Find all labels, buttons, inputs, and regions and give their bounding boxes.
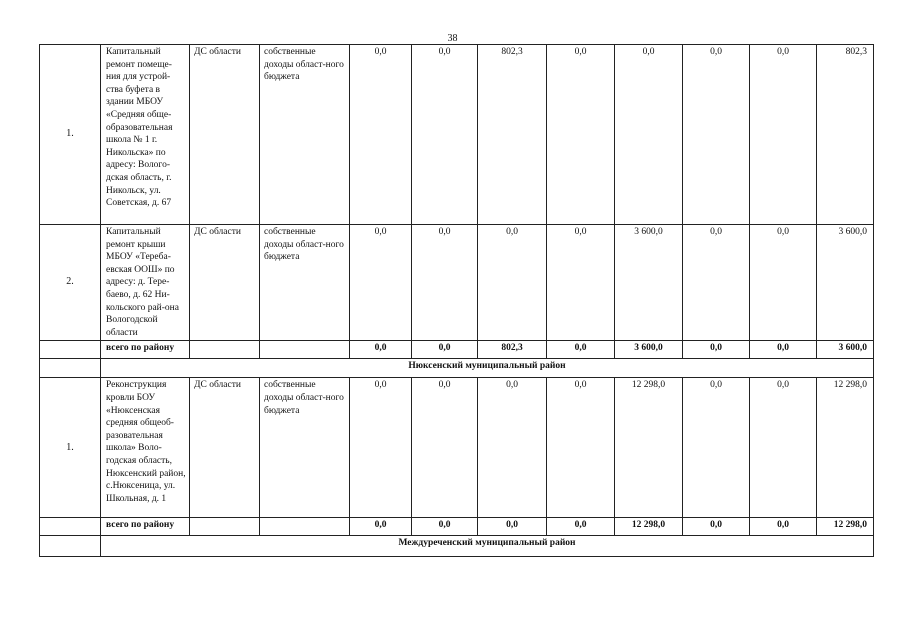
table-row [40,225,874,341]
total-value: 802,3 [478,341,547,359]
value-cell: 0,0 [615,45,683,225]
total-value: 3 600,0 [615,341,683,359]
value-cell: 12 298,0 [817,378,874,518]
district-title: Нюксенский муниципальный район [101,359,874,378]
page-number: 38 [447,33,458,44]
value-cell: 3 600,0 [615,225,683,341]
value-cell: 0,0 [683,378,750,518]
total-value: 0,0 [547,518,615,536]
funds-cell: собственные доходы област-ного бюджета [260,225,350,341]
value-cell: 0,0 [683,45,750,225]
value-cell: 0,0 [478,225,547,341]
total-value: 0,0 [412,518,478,536]
value-cell: 802,3 [478,45,547,225]
value-cell: 0,0 [547,225,615,341]
value-cell: 12 298,0 [615,378,683,518]
value-cell: 0,0 [750,225,817,341]
source-cell: ДС области [190,378,260,518]
budget-table [39,44,874,557]
empty-cell [40,518,101,536]
funds-cell: собственные доходы област-ного бюджета [260,378,350,518]
total-value: 0,0 [750,518,817,536]
value-cell: 3 600,0 [817,225,874,341]
empty-cell [40,341,101,359]
row-number: 2. [40,225,101,341]
value-cell: 0,0 [412,45,478,225]
total-value: 0,0 [412,341,478,359]
row-number: 1. [40,378,101,518]
total-value: 0,0 [478,518,547,536]
value-cell: 0,0 [350,378,412,518]
value-cell: 0,0 [750,378,817,518]
total-value: 0,0 [350,518,412,536]
object-name: Капитальный ремонт помеще-ния для устрой-ства буфета в здании МБОУ «Средняя обще-образовательная школа № 1 г. Никольска» по адресу: Волого-дская область, г. Никольск, ул. Советская, д. 67 [101,45,190,225]
funds-cell: собственные доходы област-ного бюджета [260,45,350,225]
source-cell: ДС области [190,225,260,341]
total-value: 12 298,0 [615,518,683,536]
table-row [40,378,874,518]
row-number: 1. [40,45,101,225]
value-cell: 0,0 [412,225,478,341]
empty-cell [190,518,260,536]
value-cell: 0,0 [683,225,750,341]
total-label: всего по району [101,518,190,536]
source-cell: ДС области [190,45,260,225]
value-cell: 0,0 [547,45,615,225]
total-row [40,341,874,359]
value-cell: 0,0 [547,378,615,518]
value-cell: 0,0 [350,225,412,341]
empty-cell [260,341,350,359]
value-cell: 0,0 [350,45,412,225]
value-cell: 0,0 [412,378,478,518]
object-name: Капитальный ремонт крыши МБОУ «Тереба-евская ООШ» по адресу: д. Тере-баево, д. 62 Ни-кольского рай-она Вологодской области [101,225,190,341]
total-value: 0,0 [547,341,615,359]
total-value: 0,0 [683,518,750,536]
total-value: 3 600,0 [817,341,874,359]
value-cell: 0,0 [478,378,547,518]
total-value: 0,0 [683,341,750,359]
empty-cell [190,341,260,359]
total-value: 0,0 [750,341,817,359]
table-row [40,45,874,225]
empty-cell [260,518,350,536]
district-row [40,536,874,557]
total-row [40,518,874,536]
object-name: Реконструкция кровли БОУ «Нюксенская средняя общеоб-разовательная школа» Воло-годская область, Нюксенский район, с.Нюксеница, ул. Школьная, д. 1 [101,378,190,518]
value-cell: 0,0 [750,45,817,225]
district-title: Междуреченский муниципальный район [101,536,874,557]
total-label: всего по району [101,341,190,359]
total-value: 12 298,0 [817,518,874,536]
value-cell: 802,3 [817,45,874,225]
district-row [40,359,874,378]
total-value: 0,0 [350,341,412,359]
empty-cell [40,359,101,378]
empty-cell [40,536,101,557]
